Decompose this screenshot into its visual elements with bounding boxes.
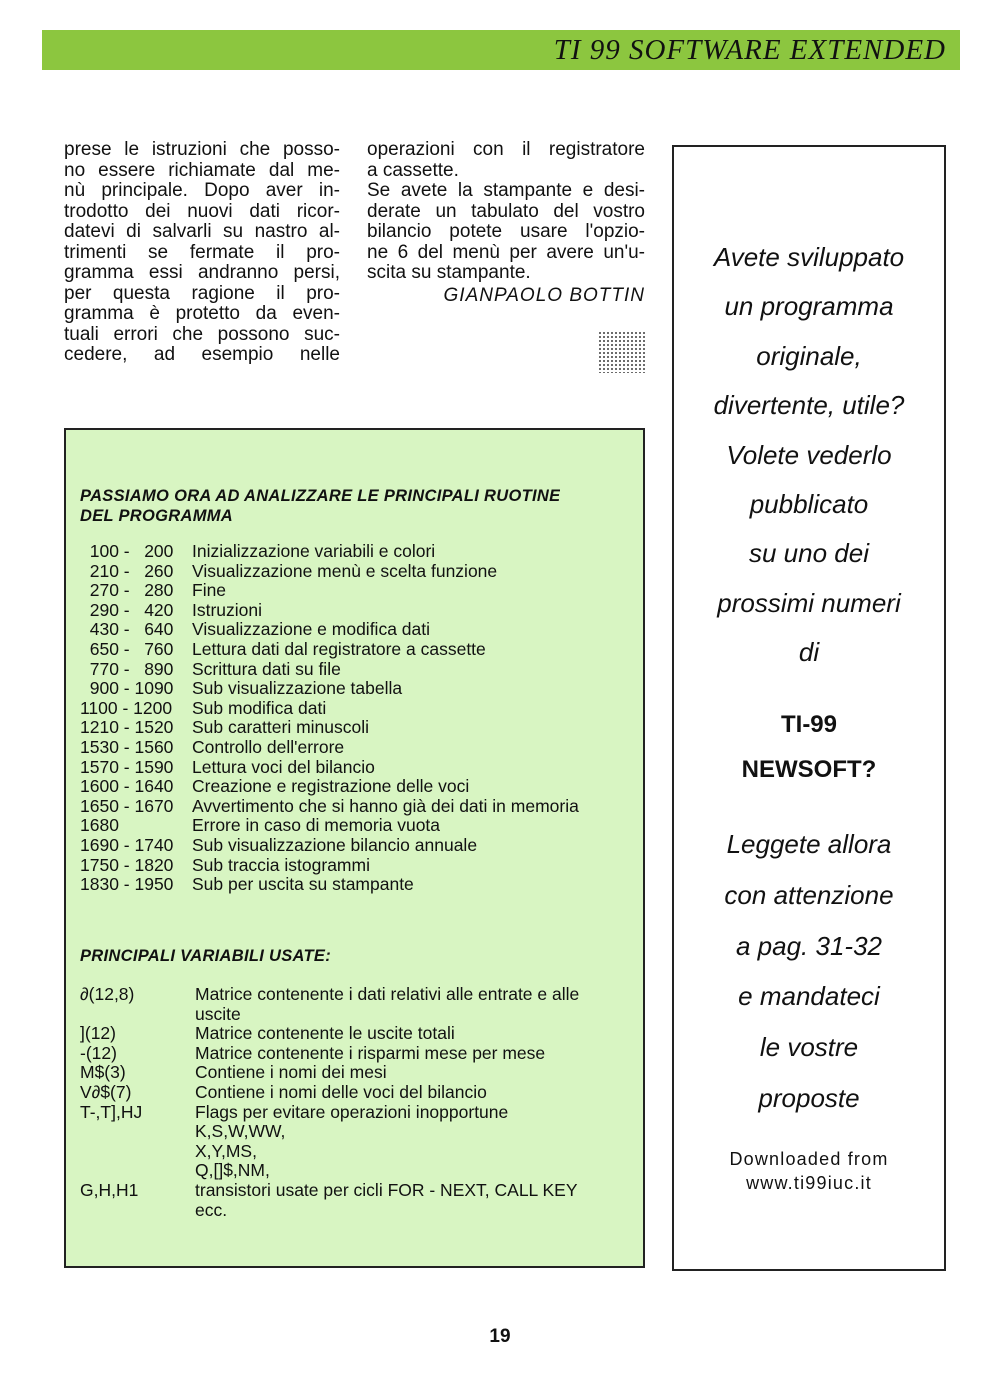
routines-heading-line: DEL PROGRAMMA	[80, 507, 234, 525]
routine-description: Sub visualizzazione bilancio annuale	[192, 834, 478, 855]
routine-description: Sub visualizzazione tabella	[192, 678, 403, 699]
variable-row	[80, 985, 635, 1024]
routine-description: Lettura voci del bilancio	[192, 756, 375, 777]
routines-heading	[80, 486, 560, 526]
ad-text-top	[674, 233, 944, 678]
variable-description-line: ecc.	[195, 1199, 228, 1220]
routine-row	[80, 875, 579, 895]
variable-description	[195, 1024, 635, 1044]
variable-description	[195, 1044, 635, 1064]
ad-text-bottom	[674, 819, 944, 1124]
ad-bold-newsoft: NEWSOFT?	[741, 756, 877, 783]
ad-line: divertente, utile?	[713, 390, 905, 421]
routine-line-range: 1680	[80, 815, 119, 836]
variable-description	[195, 1083, 635, 1103]
routine-line-range: 290 - 420	[80, 599, 174, 620]
variable-description-line: Matrice contenente i dati relativi alle entrate e alle	[195, 984, 580, 1004]
routine-description: Sub traccia istogrammi	[192, 854, 370, 875]
variable-row	[80, 1181, 635, 1220]
routine-line-range: 650 - 760	[80, 638, 174, 659]
variable-name: G,H,H1	[80, 1179, 139, 1200]
ad-line: proposte	[758, 1082, 860, 1113]
newsoft-ad-box	[672, 145, 946, 1271]
routine-row	[80, 620, 579, 640]
routine-line-range: 210 - 260	[80, 560, 174, 581]
routine-description: Creazione e registrazione delle voci	[192, 776, 470, 797]
article-line: cedere, ad esempio nelle	[64, 345, 340, 365]
article-line: no essere richiamate dal me-	[64, 160, 340, 181]
article-line: datevi di salvarli su nastro al-	[64, 222, 340, 242]
routine-line-range: 100 - 200	[80, 541, 174, 561]
routine-line-range: 1750 - 1820	[80, 854, 174, 875]
routines-box	[64, 428, 645, 1268]
download-url: www.ti99iuc.it	[746, 1173, 872, 1193]
ad-line: pubblicato	[749, 488, 869, 519]
routine-description: Avvertimento che si hanno già dei dati in memoria	[192, 795, 579, 816]
article-line: Se avete la stampante e desi-	[367, 181, 645, 201]
routine-line-range: 1570 - 1590	[80, 756, 174, 777]
variable-name: ∂(12,8)	[80, 984, 135, 1004]
routine-description: Scrittura dati su file	[192, 658, 341, 679]
variable-description	[195, 1063, 635, 1083]
variable-description-line: Contiene i nomi delle voci del bilancio	[195, 1081, 487, 1102]
article-line: scita su stampante.	[367, 263, 531, 283]
variable-name: -(12)	[80, 1042, 117, 1063]
ad-line: le vostre	[759, 1032, 859, 1063]
routine-row	[80, 816, 579, 836]
ad-line: Volete vederlo	[726, 439, 892, 470]
download-notice	[674, 1147, 944, 1195]
routine-line-range: 270 - 280	[80, 580, 174, 601]
article-line: gramma essi andranno persi,	[64, 263, 340, 283]
variable-description-line: Matrice contenente le uscite totali	[195, 1023, 455, 1044]
routine-line-range: 770 - 890	[80, 658, 174, 679]
routine-row	[80, 660, 579, 680]
routine-description: Sub per uscita su stampante	[192, 874, 414, 895]
ad-line: originale,	[756, 340, 862, 371]
routine-row	[80, 542, 579, 562]
article-line: gramma è protetto da even-	[64, 304, 340, 324]
article-line: ne 6 del menù per avere un'u-	[367, 242, 645, 263]
routine-description: Sub modifica dati	[192, 697, 327, 718]
article-line: trimenti se fermate il pro-	[64, 242, 340, 263]
routines-list	[80, 542, 579, 895]
variable-description-line: transistori usate per cicli FOR - NEXT, CALL KEY	[195, 1179, 578, 1200]
variable-row	[80, 1103, 635, 1181]
variable-row	[80, 1024, 635, 1044]
article-line: prese le istruzioni che posso-	[64, 140, 340, 160]
article-column-2	[367, 140, 645, 306]
variable-description	[195, 1103, 635, 1181]
article-line: per questa ragione il pro-	[64, 283, 340, 304]
header-band	[42, 30, 960, 70]
routine-description: Controllo dell'errore	[192, 736, 345, 757]
routine-description: Errore in caso di memoria vuota	[192, 815, 441, 836]
routine-line-range: 1530 - 1560	[80, 736, 174, 757]
variable-name: M$(3)	[80, 1062, 126, 1083]
routine-line-range: 1210 - 1520	[80, 717, 174, 738]
article-line: derate un tabulato del vostro	[367, 201, 645, 222]
routine-description: Istruzioni	[192, 599, 263, 620]
routine-row	[80, 562, 579, 582]
variable-description-line: K,S,W,WW,	[195, 1121, 286, 1142]
routine-line-range: 1100 - 1200	[80, 697, 173, 718]
routine-description: Fine	[192, 580, 227, 601]
variable-description	[195, 1181, 635, 1220]
ad-bold-ti99: TI-99	[780, 711, 837, 738]
variable-description-line: X,Y,MS,	[195, 1140, 257, 1161]
routine-row	[80, 699, 579, 719]
routine-row	[80, 777, 579, 797]
download-line: Downloaded from	[729, 1149, 889, 1169]
variable-row	[80, 1044, 635, 1064]
routine-row	[80, 856, 579, 876]
article-column-1	[64, 140, 340, 366]
routine-row	[80, 679, 579, 699]
ad-line: con attenzione	[724, 879, 894, 910]
ad-line: a pag. 31-32	[735, 930, 882, 961]
routine-description: Inizializzazione variabili e colori	[192, 541, 436, 561]
routine-row	[80, 758, 579, 778]
variable-description-line: Contiene i nomi dei mesi	[195, 1062, 387, 1083]
routine-row	[80, 738, 579, 758]
routine-description: Sub caratteri minuscoli	[192, 717, 370, 738]
variables-list	[80, 985, 635, 1220]
ad-line: e mandateci	[738, 981, 880, 1012]
ad-line: prossimi numeri	[717, 587, 901, 618]
routine-row	[80, 640, 579, 660]
routine-line-range: 1690 - 1740	[80, 834, 174, 855]
page-number: 19	[489, 1326, 511, 1347]
article-line: nù principale. Dopo aver in-	[64, 181, 340, 201]
routines-heading-line: PASSIAMO ORA AD ANALIZZARE LE PRINCIPALI RUOTINE	[80, 487, 561, 505]
routine-row	[80, 718, 579, 738]
routine-line-range: 1600 - 1640	[80, 776, 174, 797]
variable-name: ](12)	[80, 1023, 116, 1044]
variable-name: T-,T],HJ	[80, 1101, 143, 1122]
routine-line-range: 900 - 1090	[80, 678, 174, 699]
routine-row	[80, 581, 579, 601]
end-of-article-dot-pattern	[598, 331, 646, 373]
variable-description-line: uscite	[195, 1003, 241, 1024]
ad-line: Avete sviluppato	[713, 242, 905, 272]
article-line: operazioni con il registratore	[367, 140, 645, 160]
routine-line-range: 1830 - 1950	[80, 874, 174, 895]
ad-line: Leggete allora	[726, 829, 892, 859]
variable-description-line: Matrice contenente i risparmi mese per mese	[195, 1042, 546, 1063]
routine-description: Lettura dati dal registratore a cassette	[192, 638, 486, 659]
variable-row	[80, 1083, 635, 1103]
article-author: GIANPAOLO BOTTIN	[443, 284, 645, 306]
routine-row	[80, 797, 579, 817]
routine-line-range: 1650 - 1670	[80, 795, 174, 816]
article-line: a cassette.	[367, 160, 459, 181]
article-line: trodotto dei nuovi dati ricor-	[64, 201, 340, 222]
article-line: tuali errori che possono suc-	[64, 324, 340, 345]
variable-name: V∂$(7)	[80, 1081, 132, 1102]
routine-description: Visualizzazione e modifica dati	[192, 619, 431, 640]
variable-description	[195, 985, 635, 1024]
routine-row	[80, 836, 579, 856]
variables-heading: PRINCIPALI VARIABILI USATE:	[80, 947, 332, 965]
ad-line: un programma	[724, 291, 894, 322]
article-line: bilancio potete usare l'opzio-	[367, 222, 645, 242]
routine-line-range: 430 - 640	[80, 619, 174, 640]
variable-description-line: Q,[]$,NM,	[195, 1160, 270, 1181]
ad-line: di	[798, 637, 820, 668]
variable-description-line: Flags per evitare operazioni inopportune	[195, 1101, 509, 1122]
routine-description: Visualizzazione menù e scelta funzione	[192, 560, 498, 581]
ad-line: su uno dei	[749, 538, 869, 569]
magazine-title: TI 99 SOFTWARE EXTENDED	[553, 34, 946, 66]
variable-row	[80, 1063, 635, 1083]
routine-row	[80, 601, 579, 621]
